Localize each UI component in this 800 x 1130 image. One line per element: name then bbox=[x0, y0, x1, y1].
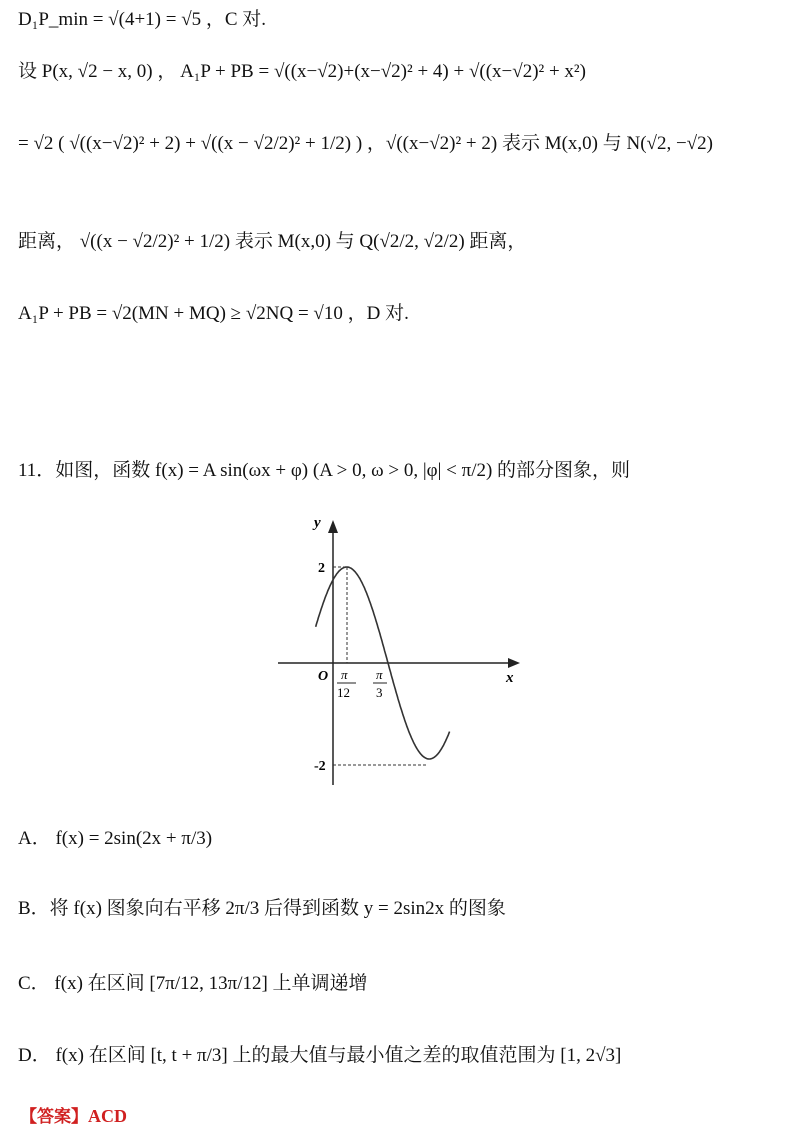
option-d: D． f(x) 在区间 [t, t + π/3] 上的最大值与最小值之差的取值范围为 [1, 2√3] bbox=[18, 1045, 622, 1066]
solution-line-2: 设 P(x, √2 − x, 0) ， A₁P + PB = √((x−√2)+(x−√2)² + 4) + √((x−√2)² + x²) bbox=[18, 61, 586, 82]
y-max-label: 2 bbox=[318, 561, 325, 576]
solution-line-1: D₁P_min = √(4+1) = √5 ，C 对. bbox=[18, 9, 267, 30]
solution-line-5: A₁P + PB = √2(MN + MQ) ≥ √2NQ = √10 ，D 对. bbox=[18, 303, 409, 324]
solution-line-4: 距离， √((x − √2/2)² + 1/2) 表示 M(x,0) 与 Q(√2/2, √2/2) 距离， bbox=[18, 231, 527, 252]
y-axis-arrow bbox=[328, 520, 338, 533]
tick1-denominator: 12 bbox=[337, 685, 350, 700]
tick2-denominator: 3 bbox=[376, 685, 383, 700]
x-axis-label: x bbox=[506, 670, 514, 686]
tick1-numerator: π bbox=[341, 667, 348, 682]
option-a: A． f(x) = 2sin(2x + π/3) bbox=[18, 828, 213, 849]
answer-label: 【答案】 bbox=[20, 1107, 88, 1127]
sine-curve bbox=[316, 567, 450, 759]
option-c: C． f(x) 在区间 [7π/12, 13π/12] 上单调递增 bbox=[18, 973, 368, 994]
y-min-label: -2 bbox=[314, 759, 326, 774]
origin-label: O bbox=[318, 669, 329, 684]
option-b: B．将 f(x) 图象向右平移 2π/3 后得到函数 y = 2sin2x 的图象 bbox=[18, 898, 506, 919]
tick2-numerator: π bbox=[376, 667, 383, 682]
answer-value: ACD bbox=[88, 1106, 127, 1126]
answer-line bbox=[20, 1102, 127, 1127]
question-stem: 11．如图，函数 f(x) = A sin(ωx + φ) (A > 0, ω > 0, |φ| < π/2) 的部分图象，则 bbox=[18, 460, 631, 481]
solution-line-3: = √2 ( √((x−√2)² + 2) + √((x − √2/2)² + 1/2) ) ，√((x−√2)² + 2) 表示 M(x,0) 与 N(√2, −√2) bbox=[18, 133, 713, 154]
x-axis-arrow bbox=[508, 658, 520, 668]
y-axis-label: y bbox=[314, 515, 321, 531]
